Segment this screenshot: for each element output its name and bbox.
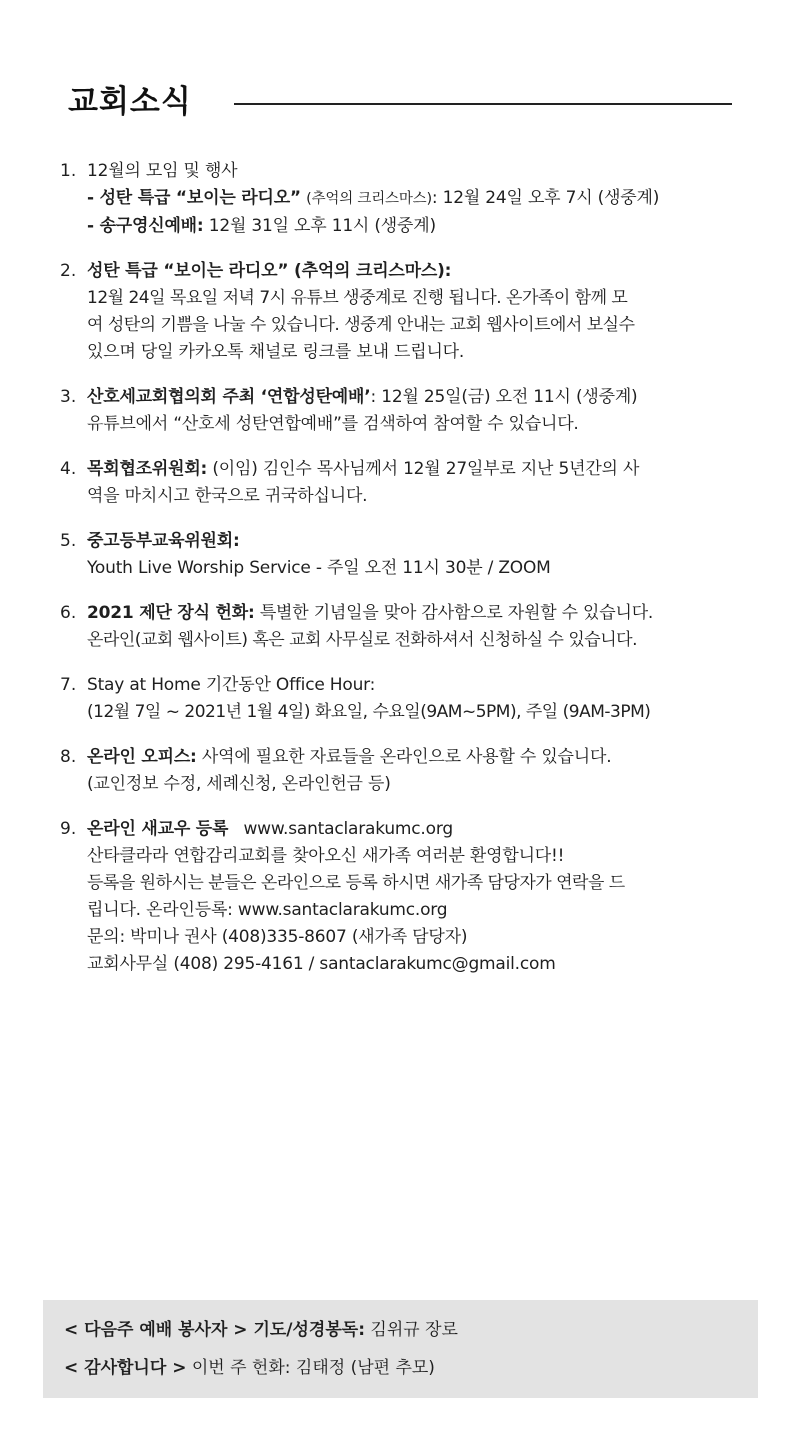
news-item-4: [60, 456, 760, 510]
page-title: 교회소식: [68, 84, 192, 120]
item-body-text: (이임) 김인수 목사님께서 12월 27일부로 지난 5년간의 사: [212, 459, 640, 479]
header: [68, 76, 732, 124]
event-label: - 성탄 특급 “보이는 라디오”: [87, 188, 301, 208]
item-body-line: 문의: 박미나 권사 (408)335-8607 (새가족 담당자): [87, 927, 468, 947]
event-line: [87, 213, 760, 240]
footer-sublabel: 이번 주 헌화:: [191, 1358, 291, 1378]
item-number: 2.: [60, 261, 77, 281]
event-subtitle: (추억의 크리스마스): [306, 191, 432, 207]
news-item-8: [60, 744, 760, 798]
item-title: 목회협조위원회:: [87, 459, 208, 479]
footer-value: 김위규 장로: [370, 1320, 458, 1340]
item-title: 성탄 특급 “보이는 라디오” (추억의 크리스마스):: [87, 261, 452, 281]
item-body-line: 역을 마치시고 한국으로 귀국하십니다.: [87, 486, 368, 506]
item-body-line: 산타클라라 연합감리교회를 찾아오신 새가족 여러분 환영합니다!!: [87, 846, 565, 866]
item-number: 4.: [60, 459, 77, 479]
item-body-line: 있으며 당일 카카오톡 채널로 링크를 보내 드립니다.: [87, 342, 465, 362]
news-item-1: [60, 158, 760, 240]
news-item-5: [60, 528, 760, 582]
item-title: Stay at Home 기간동안 Office Hour:: [87, 675, 376, 695]
news-item-2: [60, 258, 760, 366]
item-body-line: 유튜브에서 “산호세 성탄연합예배”를 검색하여 참여할 수 있습니다.: [87, 414, 579, 434]
footer-line-servers: [64, 1318, 458, 1342]
item-number: 8.: [60, 747, 77, 767]
item-body-line: (12월 7일 ~ 2021년 1월 4일) 화요일, 수요일(9AM~5PM), 주일 (9AM-3PM): [87, 702, 651, 722]
item-number: 7.: [60, 675, 77, 695]
item-title: 2021 제단 장식 헌화:: [87, 603, 255, 623]
news-item-7: [60, 672, 760, 726]
footer-line-thanks: [64, 1356, 435, 1380]
website-link[interactable]: www.santaclarakumc.org: [243, 819, 453, 839]
event-label: - 송구영신예배:: [87, 216, 204, 236]
item-body-line: (교인정보 수정, 세례신청, 온라인헌금 등): [87, 774, 391, 794]
item-body-text: 사역에 필요한 자료들을 온라인으로 사용할 수 있습니다.: [201, 747, 612, 767]
news-list: [60, 158, 760, 978]
service-name: Youth Live Worship Service: [87, 558, 311, 578]
footer-label: < 감사합니다 >: [64, 1358, 187, 1378]
item-body-line: 여 성탄의 기쁨을 나눌 수 있습니다. 생중계 안내는 교회 웹사이트에서 보실수: [87, 315, 635, 335]
item-body-text: 특별한 기념일을 맞아 감사함으로 자원할 수 있습니다.: [259, 603, 654, 623]
item-title: 산호세교회협의회 주최 ‘연합성탄예배’: [87, 387, 371, 407]
footer-box: [43, 1300, 758, 1398]
item-number: 1.: [60, 161, 77, 181]
event-time: 12월 31일 오후 11시 (생중계): [208, 216, 436, 236]
title-divider: [234, 103, 732, 105]
item-title: 12월의 모임 및 행사: [87, 161, 238, 181]
item-number: 5.: [60, 531, 77, 551]
item-title: 중고등부교육위원회:: [87, 531, 240, 551]
item-number: 9.: [60, 819, 77, 839]
service-time: - 주일 오전 11시 30분 / ZOOM: [315, 558, 551, 578]
item-title: 온라인 오피스:: [87, 747, 197, 767]
item-body-line: 교회사무실 (408) 295-4161 / santaclarakumc@gmail.com: [87, 954, 556, 974]
news-item-3: [60, 384, 760, 438]
footer-value: 김태정 (남편 추모): [295, 1358, 435, 1378]
footer-label: < 다음주 예배 봉사자 > 기도/성경봉독:: [64, 1320, 365, 1340]
item-body-line: 등록을 원하시는 분들은 온라인으로 등록 하시면 새가족 담당자가 연락을 드: [87, 873, 625, 893]
item-body-line: 12월 24일 목요일 저녁 7시 유튜브 생중계로 진행 됩니다. 온가족이 함께 모: [87, 288, 628, 308]
item-body-line: 립니다. 온라인등록: www.santaclarakumc.org: [87, 900, 448, 920]
item-number: 3.: [60, 387, 77, 407]
item-title: 온라인 새교우 등록: [87, 819, 229, 839]
news-item-6: [60, 600, 760, 654]
news-item-9: [60, 816, 760, 978]
item-time: : 12월 25일(금) 오전 11시 (생중계): [370, 387, 638, 407]
event-time: : 12월 24일 오후 7시 (생중계): [431, 188, 660, 208]
item-body-line: 온라인(교회 웹사이트) 혹은 교회 사무실로 전화하셔서 신청하실 수 있습니다.: [87, 630, 637, 650]
item-number: 6.: [60, 603, 77, 623]
event-line: [87, 185, 760, 213]
